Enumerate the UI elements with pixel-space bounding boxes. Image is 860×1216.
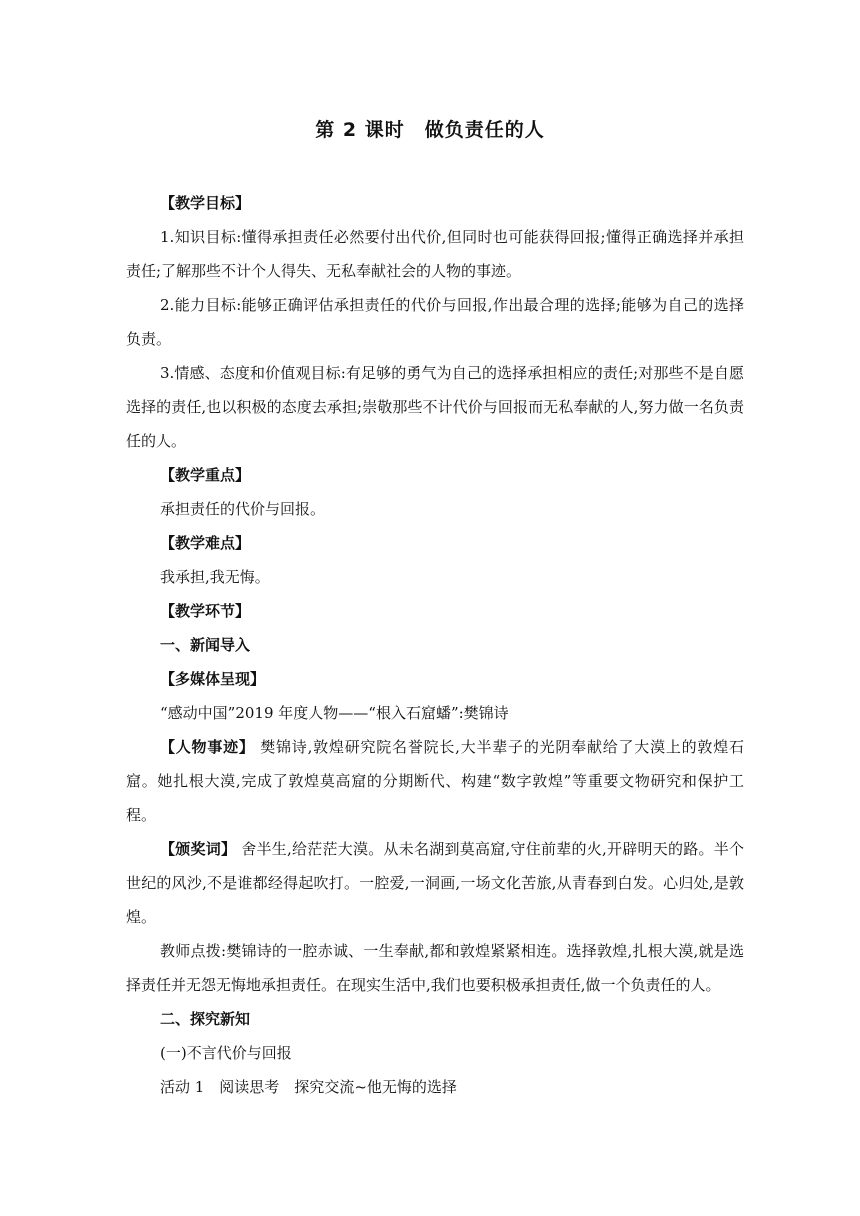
award-text: 舍半生,给茫茫大漠。从未名湖到莫高窟,守住前辈的火,开辟明天的路。半个世纪的风沙,不是谁都经得起吹打。一腔爱,一洞画,一场文化苦旅,从青春到白发。心归处,是敦煌。 <box>126 840 744 926</box>
key-point-heading: 【教学重点】 <box>160 466 251 484</box>
objective-2: 2.能力目标:能够正确评估承担责任的代价与回报,作出最合理的选择;能够为自己的选择负责。 <box>126 296 744 348</box>
teaching-steps-heading: 【教学环节】 <box>160 602 251 620</box>
objective-1: 1.知识目标:懂得承担责任必然要付出代价,但同时也可能获得回报;懂得正确选择并承担责任;了解那些不计个人得失、无私奉献社会的人物的事迹。 <box>126 228 744 280</box>
difficulty-heading: 【教学难点】 <box>160 534 251 552</box>
document-body <box>126 186 744 1104</box>
award-paragraph <box>126 832 744 934</box>
page-title: 第 2 课时 做负责任的人 <box>315 119 545 141</box>
multimedia-text: “感动中国”2019 年度人物——“根入石窟蟠”:樊锦诗 <box>160 704 509 722</box>
section-news-intro: 一、新闻导入 <box>160 636 251 654</box>
deeds-label: 【人物事迹】 <box>160 738 255 756</box>
deeds-paragraph <box>126 730 744 832</box>
award-label: 【颁奖词】 <box>160 840 237 858</box>
deeds-text: 樊锦诗,敦煌研究院名誉院长,大半辈子的光阴奉献给了大漠上的敦煌石窟。她扎根大漠,完成了敦煌莫高窟的分期断代、构建“数字敦煌”等重要文物研究和保护工程。 <box>126 738 744 824</box>
subsection-cost-reward: (一)不言代价与回报 <box>160 1044 292 1062</box>
activity-1: 活动 1 阅读思考 探究交流~他无悔的选择 <box>160 1078 457 1096</box>
teacher-note: 教师点拨:樊锦诗的一腔赤诚、一生奉献,都和敦煌紧紧相连。选择敦煌,扎根大漠,就是选择责任并无怨无悔地承担责任。在现实生活中,我们也要积极承担责任,做一个负责任的人。 <box>126 942 744 994</box>
multimedia-heading: 【多媒体呈现】 <box>160 670 266 688</box>
difficulty-text: 我承担,我无悔。 <box>160 568 270 586</box>
objective-3: 3.情感、态度和价值观目标:有足够的勇气为自己的选择承担相应的责任;对那些不是自愿选择的责任,也以积极的态度去承担;崇敬那些不计代价与回报而无私奉献的人,努力做一名负责任的人。 <box>126 364 744 450</box>
section-explore: 二、探究新知 <box>160 1010 251 1028</box>
objectives-heading: 【教学目标】 <box>160 194 251 212</box>
key-point-text: 承担责任的代价与回报。 <box>160 500 326 518</box>
